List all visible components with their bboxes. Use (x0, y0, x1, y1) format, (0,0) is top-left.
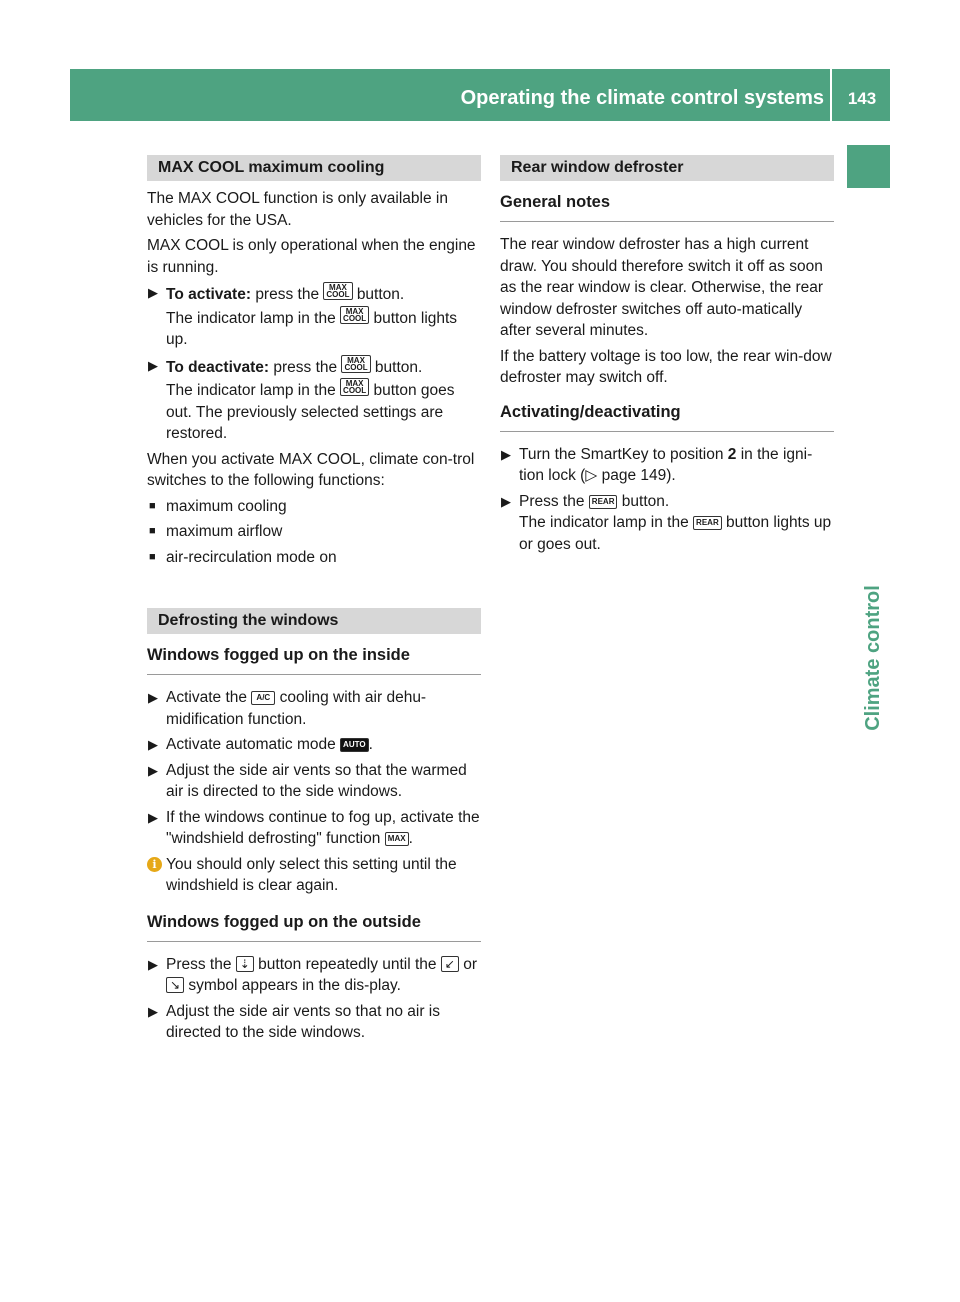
step-smartkey (500, 444, 834, 487)
bullet-icon: ■ (149, 499, 156, 512)
list-item-text: maximum airflow (166, 523, 283, 540)
paragraph: MAX COOL is only operational when the engine is running. (147, 237, 476, 276)
step-text: Activate automatic mode (166, 736, 336, 753)
step-arrow-icon: ▶ (148, 737, 158, 752)
step-text: If the windows continue to fog up, activate the "windshield defrosting" function (166, 808, 480, 847)
subheading-inside: Windows fogged up on the inside (147, 644, 481, 675)
page-number: 143 (847, 89, 877, 108)
list-item-text: air-recirculation mode on (166, 548, 337, 566)
step-text: button goes out. The previously selected settings are restored. (166, 382, 455, 442)
step-text: button. (621, 492, 670, 510)
right-column (500, 155, 834, 559)
step-text: or (463, 955, 478, 973)
ac-button-icon: A/C (251, 691, 275, 705)
step-arrow-icon: ▶ (501, 493, 511, 509)
step-text: button lights up or goes out. (519, 514, 832, 553)
step-activate (147, 282, 481, 351)
step-text: The indicator lamp in the (166, 382, 336, 399)
step-text: button. (374, 358, 423, 376)
step-text: Press the (519, 492, 585, 510)
subheading-outside: Windows fogged up on the outside (147, 911, 481, 942)
page-header-bar (70, 69, 890, 121)
list-item-text: maximum cooling (166, 497, 287, 515)
max-cool-button-icon: MAX COOL (340, 306, 369, 324)
page-reference-link[interactable]: page 149 (601, 467, 667, 484)
windshield-defrost-icon: MAX (385, 832, 409, 846)
step-windshield (147, 807, 481, 850)
section-heading-defrost: Defrosting the windows (147, 608, 481, 634)
step-arrow-icon: ▶ (148, 809, 158, 825)
step-text: in the igni-tion lock ( (519, 445, 813, 484)
footwell-airflow-icon: ↙ (441, 956, 459, 972)
step-arrow-icon: ▶ (148, 285, 158, 300)
header-divider (830, 69, 832, 121)
step-vents (147, 760, 481, 803)
info-note (147, 854, 481, 897)
step-text: The indicator lamp in the (519, 514, 689, 531)
left-column (147, 155, 481, 1048)
side-tab-label: Climate control (862, 585, 884, 731)
step-arrow-icon: ▶ (148, 1003, 158, 1019)
header-title: Operating the climate control systems (460, 87, 824, 109)
subheading-general-notes: General notes (500, 191, 834, 222)
bullet-icon: ■ (149, 525, 156, 537)
rear-defroster-icon: REAR (693, 516, 722, 530)
step-rear-button (500, 491, 834, 556)
step-text: Turn the SmartKey to position (519, 445, 724, 463)
step-arrow-icon: ▶ (501, 446, 511, 462)
step-arrow-icon: ▶ (148, 762, 158, 778)
step-arrow-icon: ▶ (148, 690, 158, 705)
step-text: button. (356, 286, 405, 303)
paragraph: If the battery voltage is too low, the rear win-dow defroster may switch off. (500, 347, 832, 386)
side-tab-bar (847, 145, 890, 188)
step-auto (147, 734, 481, 756)
airflow-distribution-icon: ⇣ (236, 956, 254, 972)
step-text: Adjust the side air vents so that the warmed air is directed to the side windows. (166, 761, 467, 800)
step-text: Press the (166, 955, 232, 973)
step-text: press the (255, 286, 320, 303)
step-airflow (147, 954, 481, 997)
info-icon: i (147, 857, 162, 872)
section-heading-max-cool: MAX COOL maximum cooling (147, 155, 481, 181)
step-text: symbol appears in the dis-play. (188, 977, 401, 994)
step-arrow-icon: ▶ (148, 357, 158, 373)
step-text: Activate the (166, 689, 247, 706)
list-item (147, 521, 481, 543)
paragraph: The rear window defroster has a high current draw. You should therefore switch it off as soon as the rear window is clear. Otherwise, the rear window defroster switches off auto-matically after several minutes. (500, 236, 824, 339)
step-text: press the (273, 358, 338, 376)
auto-button-icon: AUTO (340, 738, 369, 752)
page-reference-arrow-icon: ▷ (585, 467, 598, 484)
max-cool-button-icon: MAX COOL (323, 282, 352, 300)
max-cool-button-icon: MAX COOL (340, 378, 369, 396)
step-deactivate (147, 355, 481, 445)
step-label: To activate: (166, 286, 251, 303)
list-item (147, 496, 481, 518)
paragraph: When you activate MAX COOL, climate con-trol switches to the following functions: (147, 450, 475, 489)
info-text: You should only select this setting until the windshield is clear again. (166, 855, 457, 894)
step-arrow-icon: ▶ (148, 956, 158, 972)
step-text: . (408, 830, 413, 847)
bullet-icon: ■ (149, 550, 156, 563)
step-text: cooling with air dehu-midification function. (166, 689, 427, 728)
step-text: button repeatedly until the (258, 955, 437, 973)
step-text: Adjust the side air vents so that no air is directed to the side windows. (166, 1002, 440, 1041)
step-label: To deactivate: (166, 358, 270, 376)
section-heading-rear-defroster: Rear window defroster (500, 155, 834, 181)
step-text: button lights up. (166, 309, 458, 348)
step-no-air (147, 1001, 481, 1044)
paragraph: The MAX COOL function is only available in vehicles for the USA. (147, 190, 448, 229)
position-number: 2 (727, 445, 737, 463)
max-cool-button-icon: MAX COOL (341, 355, 370, 373)
step-text: The indicator lamp in the (166, 309, 336, 327)
subheading-activating: Activating/deactivating (500, 401, 834, 432)
mixed-airflow-icon: ↘ (166, 977, 184, 993)
rear-defroster-icon: REAR (589, 495, 618, 509)
step-ac (147, 687, 481, 730)
list-item (147, 547, 481, 569)
step-text: ). (666, 467, 676, 484)
step-text: . (368, 736, 373, 753)
